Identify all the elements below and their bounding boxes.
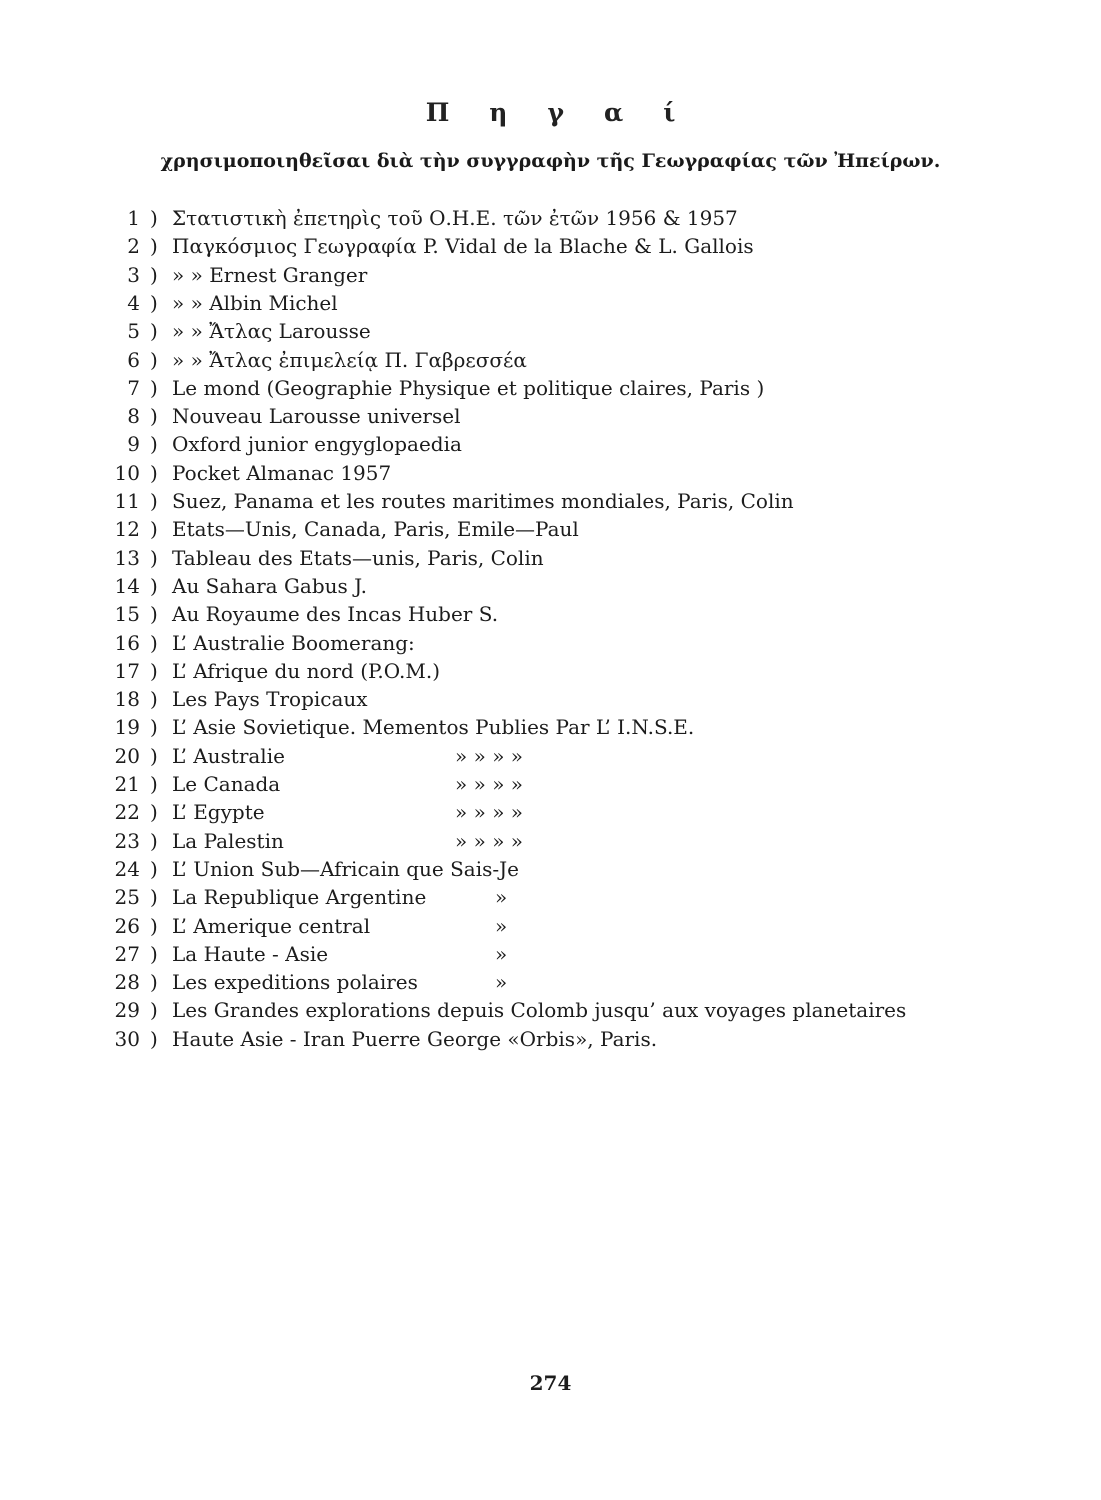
list-item-text: Le mond (Geographie Physique et politique claires, Paris ) <box>172 375 765 400</box>
list-item-paren: ) <box>150 715 158 740</box>
list-item <box>0 657 1101 685</box>
list-item <box>0 346 1101 374</box>
list-item-text: La Palestin <box>172 828 284 853</box>
list-item-paren: ) <box>150 206 158 230</box>
list-item-number: 2 <box>127 234 140 259</box>
list-item-number: 21 <box>114 772 140 796</box>
list-item-number: 4 <box>127 290 140 315</box>
list-item-text: L’ Australie <box>172 743 285 768</box>
list-item-number: 12 <box>114 517 140 542</box>
list-item-ditto: » <box>495 885 508 910</box>
list-item-number: 16 <box>114 630 140 655</box>
list-item-paren: ) <box>150 262 158 287</box>
list-item-paren: ) <box>150 941 158 966</box>
list-item-number: 28 <box>114 970 140 995</box>
list-item-paren: ) <box>150 573 158 598</box>
list-item <box>0 1025 1101 1053</box>
list-item-number: 7 <box>127 375 140 400</box>
list-item-ditto: » » » » <box>455 743 524 768</box>
list-item-text: L’ Amerique central <box>172 913 371 938</box>
list-item <box>0 204 1101 232</box>
list-item-paren: ) <box>150 885 158 910</box>
list-item-number: 27 <box>114 941 140 966</box>
list-item-number: 22 <box>114 800 140 825</box>
list-item-text: L’ Egypte <box>172 800 265 825</box>
list-item-text: Au Sahara Gabus J. <box>172 573 367 598</box>
list-item-paren: ) <box>150 970 158 995</box>
list-item-number: 19 <box>114 715 140 740</box>
list-item <box>0 459 1101 487</box>
list-item-number: 9 <box>127 432 140 457</box>
list-item-text: Les Pays Tropicaux <box>172 687 368 712</box>
list-item <box>0 515 1101 543</box>
list-item <box>0 912 1101 940</box>
list-item-paren: ) <box>150 658 158 683</box>
list-item <box>0 572 1101 600</box>
list-item-paren: ) <box>150 460 158 485</box>
list-item <box>0 685 1101 713</box>
list-item <box>0 430 1101 458</box>
list-item-paren: ) <box>150 828 158 853</box>
page-title: Πηγαί <box>425 98 716 127</box>
list-item-number: 25 <box>114 885 140 910</box>
list-item-number: 5 <box>127 319 140 344</box>
list-item-number: 20 <box>114 743 140 768</box>
list-item-text: Etats—Unis, Canada, Paris, Emile—Paul <box>172 517 579 542</box>
list-item-text: Les expeditions polaires <box>172 970 418 995</box>
list-item <box>0 996 1101 1024</box>
list-item-paren: ) <box>150 772 158 796</box>
list-item-paren: ) <box>150 404 158 429</box>
list-item-paren: ) <box>150 743 158 768</box>
page-subtitle: χρησιμοποιηθεῖσαι διὰ τὴν συγγραφὴν τῆς Γεωγραφίας τῶν Ἠπείρων. <box>160 150 941 172</box>
list-item <box>0 487 1101 515</box>
list-item-text: Au Royaume des Incas Huber S. <box>172 602 499 627</box>
list-item-text: Nouveau Larousse universel <box>172 404 461 429</box>
list-item-paren: ) <box>150 1026 158 1051</box>
list-item-text: Pocket Almanac 1957 <box>172 460 392 485</box>
list-item-text: » » Albin Michel <box>172 290 338 315</box>
list-item-ditto: » » » » <box>455 800 524 825</box>
list-item <box>0 742 1101 770</box>
list-item-ditto: » <box>495 970 508 995</box>
list-item-paren: ) <box>150 998 158 1023</box>
list-item-number: 11 <box>114 489 140 513</box>
list-item <box>0 968 1101 996</box>
list-item-text: Les Grandes explorations depuis Colomb jusqu’ aux voyages planetaires <box>172 998 907 1023</box>
list-item-text: Le Canada <box>172 772 281 796</box>
list-item <box>0 827 1101 855</box>
list-item-text: » » Ἄτλας Larousse <box>172 319 371 344</box>
list-item-ditto: » » » » <box>455 828 524 853</box>
list-item-number: 3 <box>127 262 140 287</box>
list-item-paren: ) <box>150 545 158 570</box>
list-item <box>0 317 1101 345</box>
list-item-text: » » Ἄτλας ἐπιμελείᾳ Π. Γαβρεσσέα <box>172 347 527 372</box>
list-item-ditto: » <box>495 913 508 938</box>
list-item-number: 18 <box>114 687 140 712</box>
list-item-paren: ) <box>150 347 158 372</box>
list-item-text: L’ Union Sub—Africain que Sais-Je <box>172 856 519 881</box>
list-item-number: 30 <box>114 1026 140 1051</box>
list-item-text: Haute Asie - Iran Puerre George «Orbis», Paris. <box>172 1026 658 1051</box>
list-item <box>0 713 1101 741</box>
list-item-text: Tableau des Etats—unis, Paris, Colin <box>172 545 544 570</box>
list-item-text: Oxford junior engyglopaedia <box>172 432 462 457</box>
list-item <box>0 940 1101 968</box>
list-item-paren: ) <box>150 489 158 513</box>
list-item-number: 29 <box>114 998 140 1023</box>
list-item-number: 1 <box>127 206 140 230</box>
list-item-text: Παγκόσμιος Γεωγραφία P. Vidal de la Blache & L. Gallois <box>172 234 754 259</box>
list-item-text: Στατιστικὴ ἐπετηρὶς τοῦ Ο.Η.Ε. τῶν ἐτῶν 1956 & 1957 <box>172 206 738 230</box>
list-item-number: 26 <box>114 913 140 938</box>
list-item-ditto: » <box>495 941 508 966</box>
list-item <box>0 289 1101 317</box>
list-item <box>0 544 1101 572</box>
list-item-paren: ) <box>150 290 158 315</box>
list-item-number: 6 <box>127 347 140 372</box>
list-item-paren: ) <box>150 375 158 400</box>
list-item-text: L’ Asie Sovietique. Mementos Publies Par L’ I.N.S.E. <box>172 715 695 740</box>
list-item-paren: ) <box>150 800 158 825</box>
list-item-number: 10 <box>114 460 140 485</box>
list-item-number: 15 <box>114 602 140 627</box>
list-item <box>0 600 1101 628</box>
list-item-paren: ) <box>150 319 158 344</box>
list-item-paren: ) <box>150 432 158 457</box>
list-item-paren: ) <box>150 687 158 712</box>
list-item <box>0 770 1101 798</box>
list-item-text: La Republique Argentine <box>172 885 427 910</box>
list-item <box>0 402 1101 430</box>
list-item-paren: ) <box>150 630 158 655</box>
list-item-text: L’ Australie Boomerang: <box>172 630 415 655</box>
list-item-paren: ) <box>150 602 158 627</box>
list-item-number: 17 <box>114 658 140 683</box>
list-item-text: Suez, Panama et les routes maritimes mondiales, Paris, Colin <box>172 489 794 513</box>
list-item <box>0 232 1101 260</box>
list-item-number: 24 <box>114 856 140 881</box>
list-item-paren: ) <box>150 913 158 938</box>
list-item-text: » » Ernest Granger <box>172 262 368 287</box>
list-item <box>0 798 1101 826</box>
list-item <box>0 261 1101 289</box>
list-item-paren: ) <box>150 234 158 259</box>
list-item <box>0 855 1101 883</box>
list-item-number: 14 <box>114 573 140 598</box>
list-item <box>0 883 1101 911</box>
list-item-text: La Haute - Asie <box>172 941 329 966</box>
list-item-ditto: » » » » <box>455 772 524 796</box>
list-item-number: 8 <box>127 404 140 429</box>
list-item-number: 23 <box>114 828 140 853</box>
list-item <box>0 374 1101 402</box>
list-item-paren: ) <box>150 856 158 881</box>
list-item-paren: ) <box>150 517 158 542</box>
list-item <box>0 629 1101 657</box>
page-number: 274 <box>529 1371 572 1395</box>
list-item-text: L’ Afrique du nord (P.O.M.) <box>172 658 440 683</box>
list-item-number: 13 <box>114 545 140 570</box>
